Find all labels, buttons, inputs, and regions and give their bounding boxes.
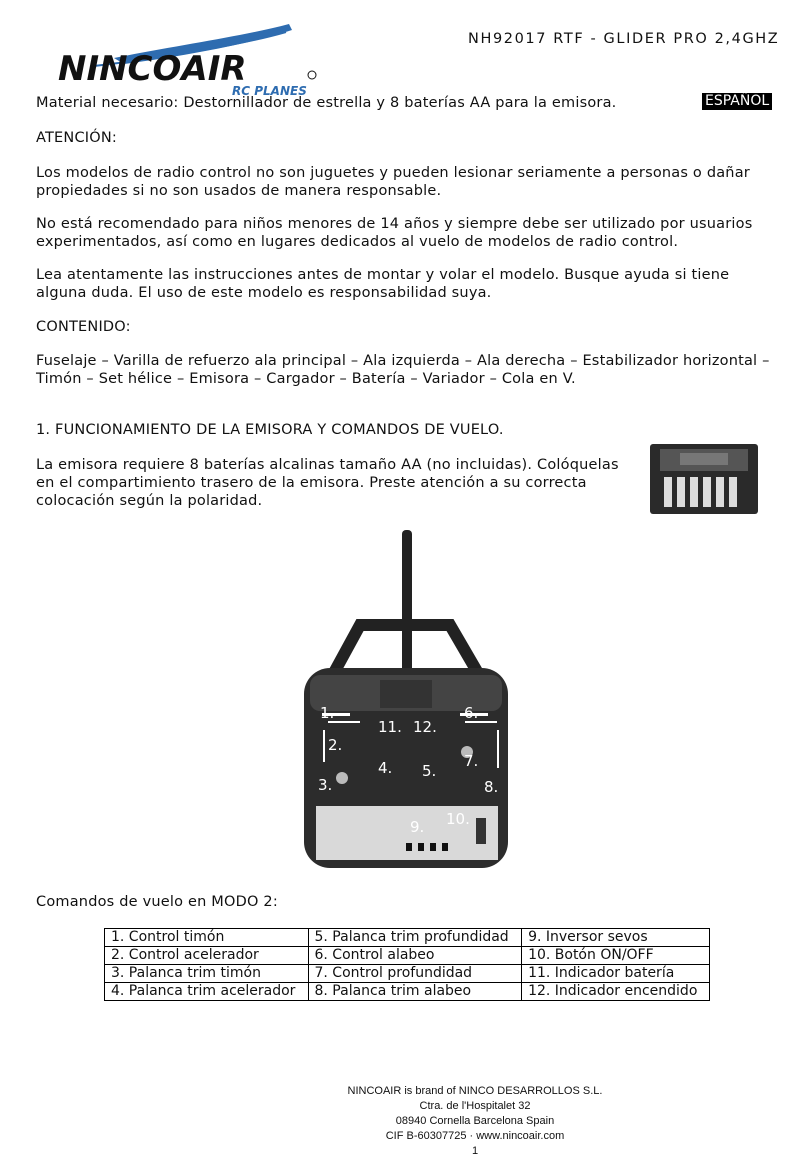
label-12: 12. <box>413 718 437 736</box>
contents-heading: CONTENIDO: <box>36 319 131 335</box>
svg-text:RC PLANES: RC PLANES <box>232 84 307 98</box>
table-cell: 4. Palanca trim acelerador <box>105 983 309 1001</box>
attention-paragraph: No está recomendado para niños menores de 14 años y siempre debe ser utilizado por usuarios experimentados, así como en lugares dedicados al vuelo de modelos de radio control. <box>36 216 753 250</box>
document-code: NH92017 RTF - GLIDER PRO 2,4GHZ <box>468 31 780 47</box>
section-heading: 1. FUNCIONAMIENTO DE LA EMISORA Y COMANDOS DE VUELO. <box>36 422 504 438</box>
transmitter-image <box>300 530 512 870</box>
label-3: 3. <box>318 776 333 794</box>
attention-heading: ATENCIÓN: <box>36 130 118 146</box>
label-2: 2. <box>328 736 343 754</box>
table-cell: 9. Inversor sevos <box>522 929 710 947</box>
battery-compartment-image <box>650 444 758 514</box>
contents-list: Fuselaje – Varilla de refuerzo ala principal – Ala izquierda – Ala derecha – Estabilizador horizontal – Timón – Set hélice – Emisora – Cargador – Batería – Variador – Cola en V. <box>36 353 770 387</box>
label-7: 7. <box>464 752 479 770</box>
table-cell: 8. Palanca trim alabeo <box>308 983 522 1001</box>
table-row <box>105 929 710 947</box>
attention-paragraph: Lea atentamente las instrucciones antes de montar y volar el modelo. Busque ayuda si tiene alguna duda. El uso de este modelo es responsabilidad suya. <box>36 267 730 301</box>
table-row <box>105 965 710 983</box>
commands-heading: Comandos de vuelo en MODO 2: <box>36 894 278 910</box>
attention-paragraph: Los modelos de radio control no son juguetes y pueden lesionar seriamente a personas o dañar propiedades si no son usados de manera responsable. <box>36 165 750 199</box>
table-cell: 1. Control timón <box>105 929 309 947</box>
footer-cif-line: CIF B-60307725 · www.nincoair.com <box>385 1130 565 1142</box>
label-5: 5. <box>422 762 437 780</box>
label-8: 8. <box>484 778 499 796</box>
svg-text:NINCOAIR: NINCOAIR <box>58 49 247 89</box>
table-cell: 10. Botón ON/OFF <box>522 947 710 965</box>
footer <box>0 1084 800 1159</box>
table-row <box>105 947 710 965</box>
page-number: 1 <box>471 1145 479 1157</box>
footer-address-line: Ctra. de l'Hospitalet 32 <box>419 1100 531 1112</box>
language-badge: ESPAÑOL <box>702 93 772 110</box>
nincoair-logo <box>54 18 324 98</box>
label-11: 11. <box>378 718 402 736</box>
label-6: 6. <box>464 704 479 722</box>
table-row <box>105 983 710 1001</box>
section-paragraph: La emisora requiere 8 baterías alcalinas tamaño AA (no incluidas). Colóquelas en el compartimiento trasero de la emisora. Preste atención a su correcta colocación según la polaridad. <box>36 457 619 509</box>
label-10: 10. <box>446 810 470 828</box>
table-cell: 7. Control profundidad <box>308 965 522 983</box>
footer-city-line: 08940 Cornella Barcelona Spain <box>395 1115 555 1127</box>
table-cell: 5. Palanca trim profundidad <box>308 929 522 947</box>
footer-brand-line: NINCOAIR is brand of NINCO DESARROLLOS S.L. <box>347 1085 603 1097</box>
label-4: 4. <box>378 759 393 777</box>
table-cell: 6. Control alabeo <box>308 947 522 965</box>
table-cell: 12. Indicador encendido <box>522 983 710 1001</box>
table-cell: 11. Indicador batería <box>522 965 710 983</box>
table-cell: 2. Control acelerador <box>105 947 309 965</box>
commands-table <box>104 928 710 1001</box>
table-cell: 3. Palanca trim timón <box>105 965 309 983</box>
label-9: 9. <box>410 818 425 836</box>
material-text: Material necesario: Destornillador de estrella y 8 baterías AA para la emisora. <box>36 95 617 111</box>
label-1: 1. <box>320 704 335 722</box>
